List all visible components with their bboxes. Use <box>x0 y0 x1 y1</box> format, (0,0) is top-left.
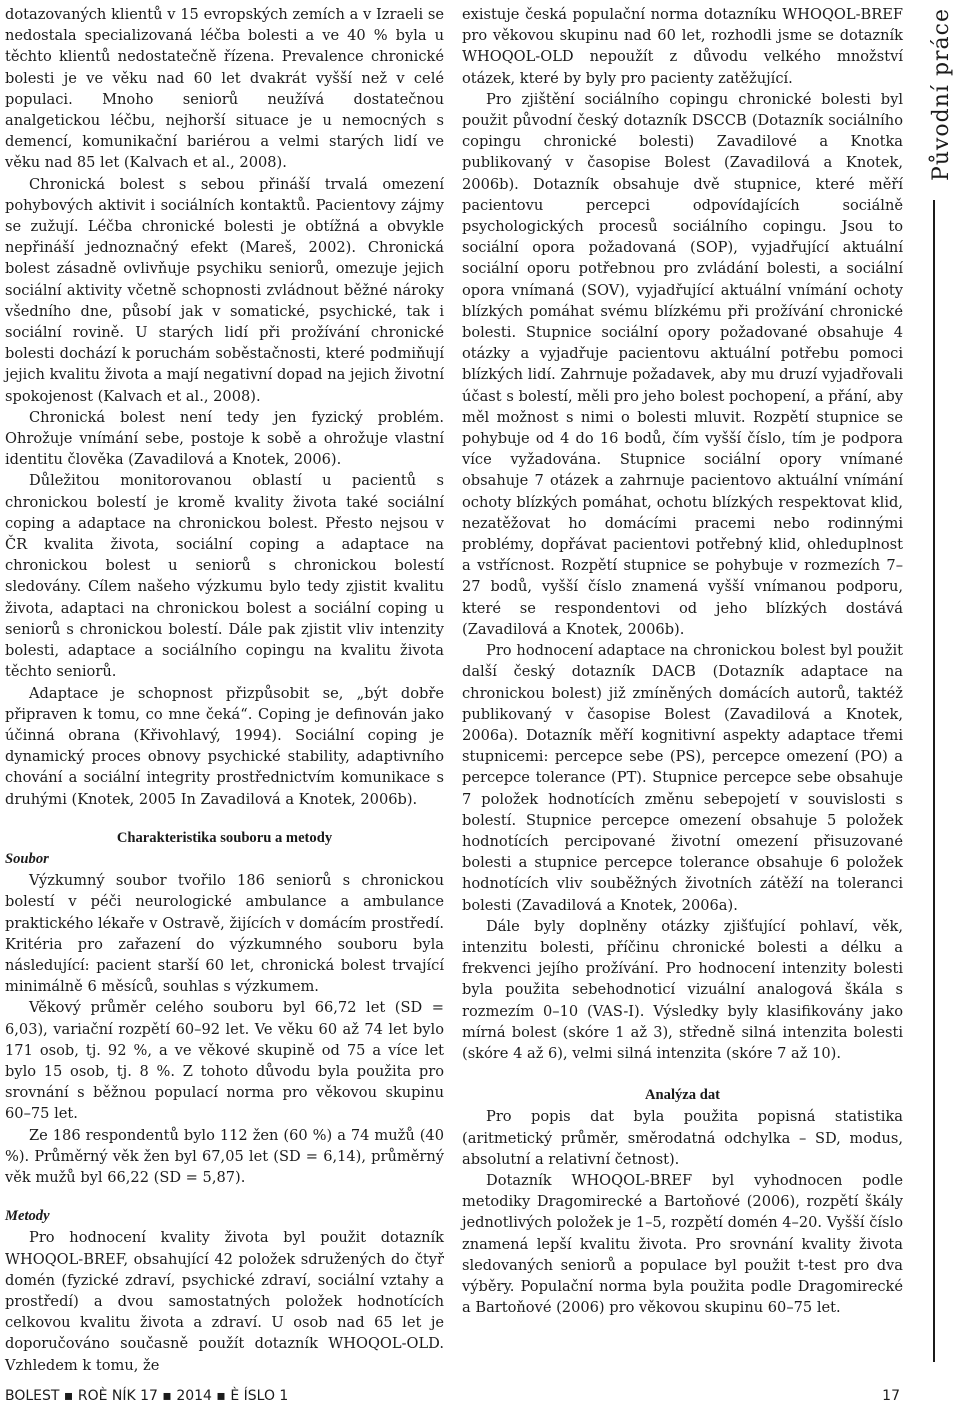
paragraph: Pro hodnocení kvality života byl použit dotazník WHOQOL-BREF, obsahující 42 položek sdružených do čtyř domén (fyzické zdraví, psychické zdraví, sociální vztahy a prostředí) a dvou samostatných položek hodnotících celkovou kvalitu života a zdraví. U osob nad 65 let je doporučováno současně použít dotazník WHOQOL-OLD. Vzhledem k tomu, že <box>5 1229 444 1374</box>
paragraph: Pro popis dat byla použita popisná statistika (aritmetický průměr, směrodatná odchylka – SD, modus, absolutní a relativní četnost). <box>462 1108 903 1168</box>
subsection-heading: Soubor <box>5 850 49 867</box>
journal-info: BOLEST ▪ ROÈ NÍK 17 ▪ 2014 ▪ È ÍSLO 1 <box>5 1388 289 1404</box>
paragraph: Důležitou monitorovanou oblastí u pacientů s chronickou bolestí je kromě kvality života také sociální coping a adaptace na chronickou bolest. Přesto nejsou v ČR kvalita života, sociální coping a adaptace na chronickou bolest u seniorů s chronickou bolestí sledovány. Cílem našeho výzkumu bylo tedy zjistit kvalitu života, adaptaci na chronickou bolest a sociální coping u seniorů s chronickou bolestí. Dále pak zjistit vliv intenzity bolesti, adaptace a sociálního copingu na kvalitu života těchto seniorů. <box>5 472 444 681</box>
left-column <box>5 4 444 1376</box>
section-heading: Charakteristika souboru a metody <box>116 829 333 846</box>
paragraph: Výzkumný soubor tvořilo 186 seniorů s chronickou bolestí v péči neurologické ambulance a ambulance praktického lékaře v Ostravě, žijících v domácím prostředí. Kritéria pro zařazení do výzkumného souboru byla následující: pacient starší 60 let, chronická bolest trvající minimálně 6 měsíců, souhlas s výzkumem. <box>5 872 444 996</box>
side-rule <box>933 200 935 1362</box>
paragraph: Adaptace je schopnost přizpůsobit se, „být dobře připraven k tomu, co mne čeká“. Coping je definován jako účinná obrana (Křivohlavý, 1994). Sociální coping je dynamický proces obnovy psychické stability, adaptivního chování a sociální integrity prostřednictvím komunikace s druhými (Knotek, 2005 In Zavadilová a Knotek, 2006b). <box>5 684 444 808</box>
paragraph: Pro hodnocení adaptace na chronickou bolest byl použit další český dotazník DACB (Dotazník adaptace na chronickou bolest) již zmíněných domácích autorů, taktéž publikovaný v časopise Bolest (Zavadilová a Knotek, 2006a). Dotazník měří kognitivní aspekty adaptace třemi stupnicemi: percepce sebe (PS), percepce omezení (PO) a percepce tolerance (PT). Stupnice percepce sebe obsahuje 7 položek hodnotících změnu sebepojetí v souvislosti s bolestí. Stupnice percepce omezení obsahuje 5 položek hodnotících percipované životní omezení přisuzované bolesti a stupnice percepce tolerance obsahuje 6 položek hodnotících vliv souběžných životních zátěží na toleranci bolesti (Zavadilová a Knotek, 2006a). <box>462 642 903 914</box>
paragraph: Věkový průměr celého souboru byl 66,72 let (SD = 6,03), variační rozpětí 60–92 let. Ve věku 60 až 74 let bylo 171 osob, tj. 92 %, a ve věkové skupině od 75 a více let bylo 15 osob, tj. 8 %. Z tohoto důvodu byla použita pro srovnání s běžnou populací norma pro věkovou skupinu 60–75 let. <box>5 999 444 1123</box>
paragraph: Chronická bolest není tedy jen fyzický problém. Ohrožuje vnímání sebe, postoje k sobě a ohrožuje vlastní identitu člověka (Zavadilová a Knotek, 2006). <box>5 408 444 469</box>
section-side-label: Původní práce <box>929 8 954 181</box>
paragraph: Ze 186 respondentů bylo 112 žen (60 %) a 74 mužů (40 %). Průměrný věk žen byl 67,05 let (SD = 6,14), průměrný věk mužů byl 66,22 (SD = 5,87). <box>5 1126 444 1186</box>
paragraph: dotazovaných klientů v 15 evropských zemích a v Izraeli se nedostala specializovaná léčba bolesti a ve 40 % byla u těchto klientů nedostatečně řízena. Prevalence chronické bolesti je ve věku nad 60 let dvakrát vyšší než v celé populaci. Mnoho seniorů neužívá dostatečnou analgetickou léčbu, nejhorší situace je u nemocných s demencí, komunikační bariérou a velmi starých lidí ve věku nad 85 let (Kalvach et al., 2008). <box>5 6 444 172</box>
paragraph: Dále byly doplněny otázky zjišťující pohlaví, věk, intenzitu bolesti, příčinu chronické bolesti a délku a frekvenci jejího prožívání. Pro hodnocení intenzity bolesti byla použita sebehodnoticí vizuální analogová škála s rozmezím 0–10 (VAS-I). Výsledky byly klasifikovány jako mírná bolest (skóre 1 až 3), středně silná intenzita bolesti (skóre 4 až 6), velmi silná intenzita (skóre 7 až 10). <box>462 917 903 1062</box>
paragraph: Dotazník WHOQOL-BREF byl vyhodnocen podle metodiky Dragomirecké a Bartoňové (2006), rozpětí škály jednotlivých položek je 1–5, rozpětí domén 4–20. Vyšší číslo znamená lepší kvalitu života. Pro srovnání kvality života sledovaných seniorů a populace byl použit t-test pro dva výběry. Populační norma byla použita podle Dragomirecké a Bartoňové (2006) pro věkovou skupinu 60–75 let. <box>462 1171 903 1317</box>
right-column <box>462 4 903 1318</box>
paragraph: existuje česká populační norma dotazníku WHOQOL-BREF pro věkovou skupinu nad 60 let, rozhodli jsme se dotazník WHOQOL-OLD nepoužít z důvodu velkého množství otázek, které by byly pro pacienty zatěžující. <box>462 6 903 87</box>
section-heading: Analýza dat <box>645 1087 720 1104</box>
page-number: 17 <box>882 1388 900 1404</box>
subsection-heading: Metody <box>5 1208 50 1225</box>
paragraph: Chronická bolest s sebou přináší trvalá omezení pohybových aktivit i sociálních kontaktů. Pacientovy zájmy se zužují. Léčba chronické bolesti je obtížná a obvykle nepřináší jednoznačný efekt (Mareš, 2002). Chronická bolest zásadně ovlivňuje psychiku seniorů, omezuje jejich sociální aktivity včetně schopnosti zvládnout běžné nároky všedního dne, působí jak v somatické, psychické, tak i sociální rovině. U starých lidí při prožívání chronické bolesti dochází k poruchám soběstačnosti, které podmiňují jejich kvalitu života a mají negativní dopad na jejich životní spokojenost (Kalvach et al., 2008). <box>5 175 444 405</box>
page-footer <box>0 1388 960 1408</box>
paragraph: Pro zjištění sociálního copingu chronické bolesti byl použit původní český dotazník DSCCB (Dotazník sociálního copingu chronické bolesti) Zavadilové a Knotka publikovaný v časopise Bolest (Zavadilová a Knotek, 2006b). Dotazník obsahuje dvě stupnice, které měří pacientovu percepci odpovídajících sociálně psychologických procesů sociálního copingu. Jsou to sociální opora požadovaná (SOP), vyjadřující aktuální sociální oporu potřebnou pro zvládání bolesti, a sociální opora vnímaná (SOV), vyjadřující aktuální vnímání ochoty blízkých pomáhat svému blízkému při prožívání chronické bolesti. Stupnice sociální opory požadované obsahuje 4 otázky a vyjadřuje pacientovu aktuální potřebu pomoci blízkých lidí. Zahrnuje požadavek, aby mu druzí vyjadřovali účast s bolestí, měli pro jeho bolest pochopení, a přání, aby měl možnost s nimi o bolesti mluvit. Rozpětí stupnice se pohybuje od 4 do 16 bodů, čím vyšší číslo, tím je podpora více vyžadována. Stupnice sociální opory vnímané obsahuje 7 otázek a zahrnuje pacientovo aktuální vnímání ochoty blízkých pomáhat, ochotu blízkých respektovat klid, nezatěžovat ho domácími pracemi nebo rodinnými problémy, dopřávat pacientovi potřebný klid, ohleduplnost a vstřícnost. Rozpětí stupnice se pohybuje v rozmezích 7–27 bodů, vyšší číslo znamená vyšší vnímanou podporu, které se respondentovi od jeho blízkých dostává (Zavadilová a Knotek, 2006b). <box>462 90 903 638</box>
